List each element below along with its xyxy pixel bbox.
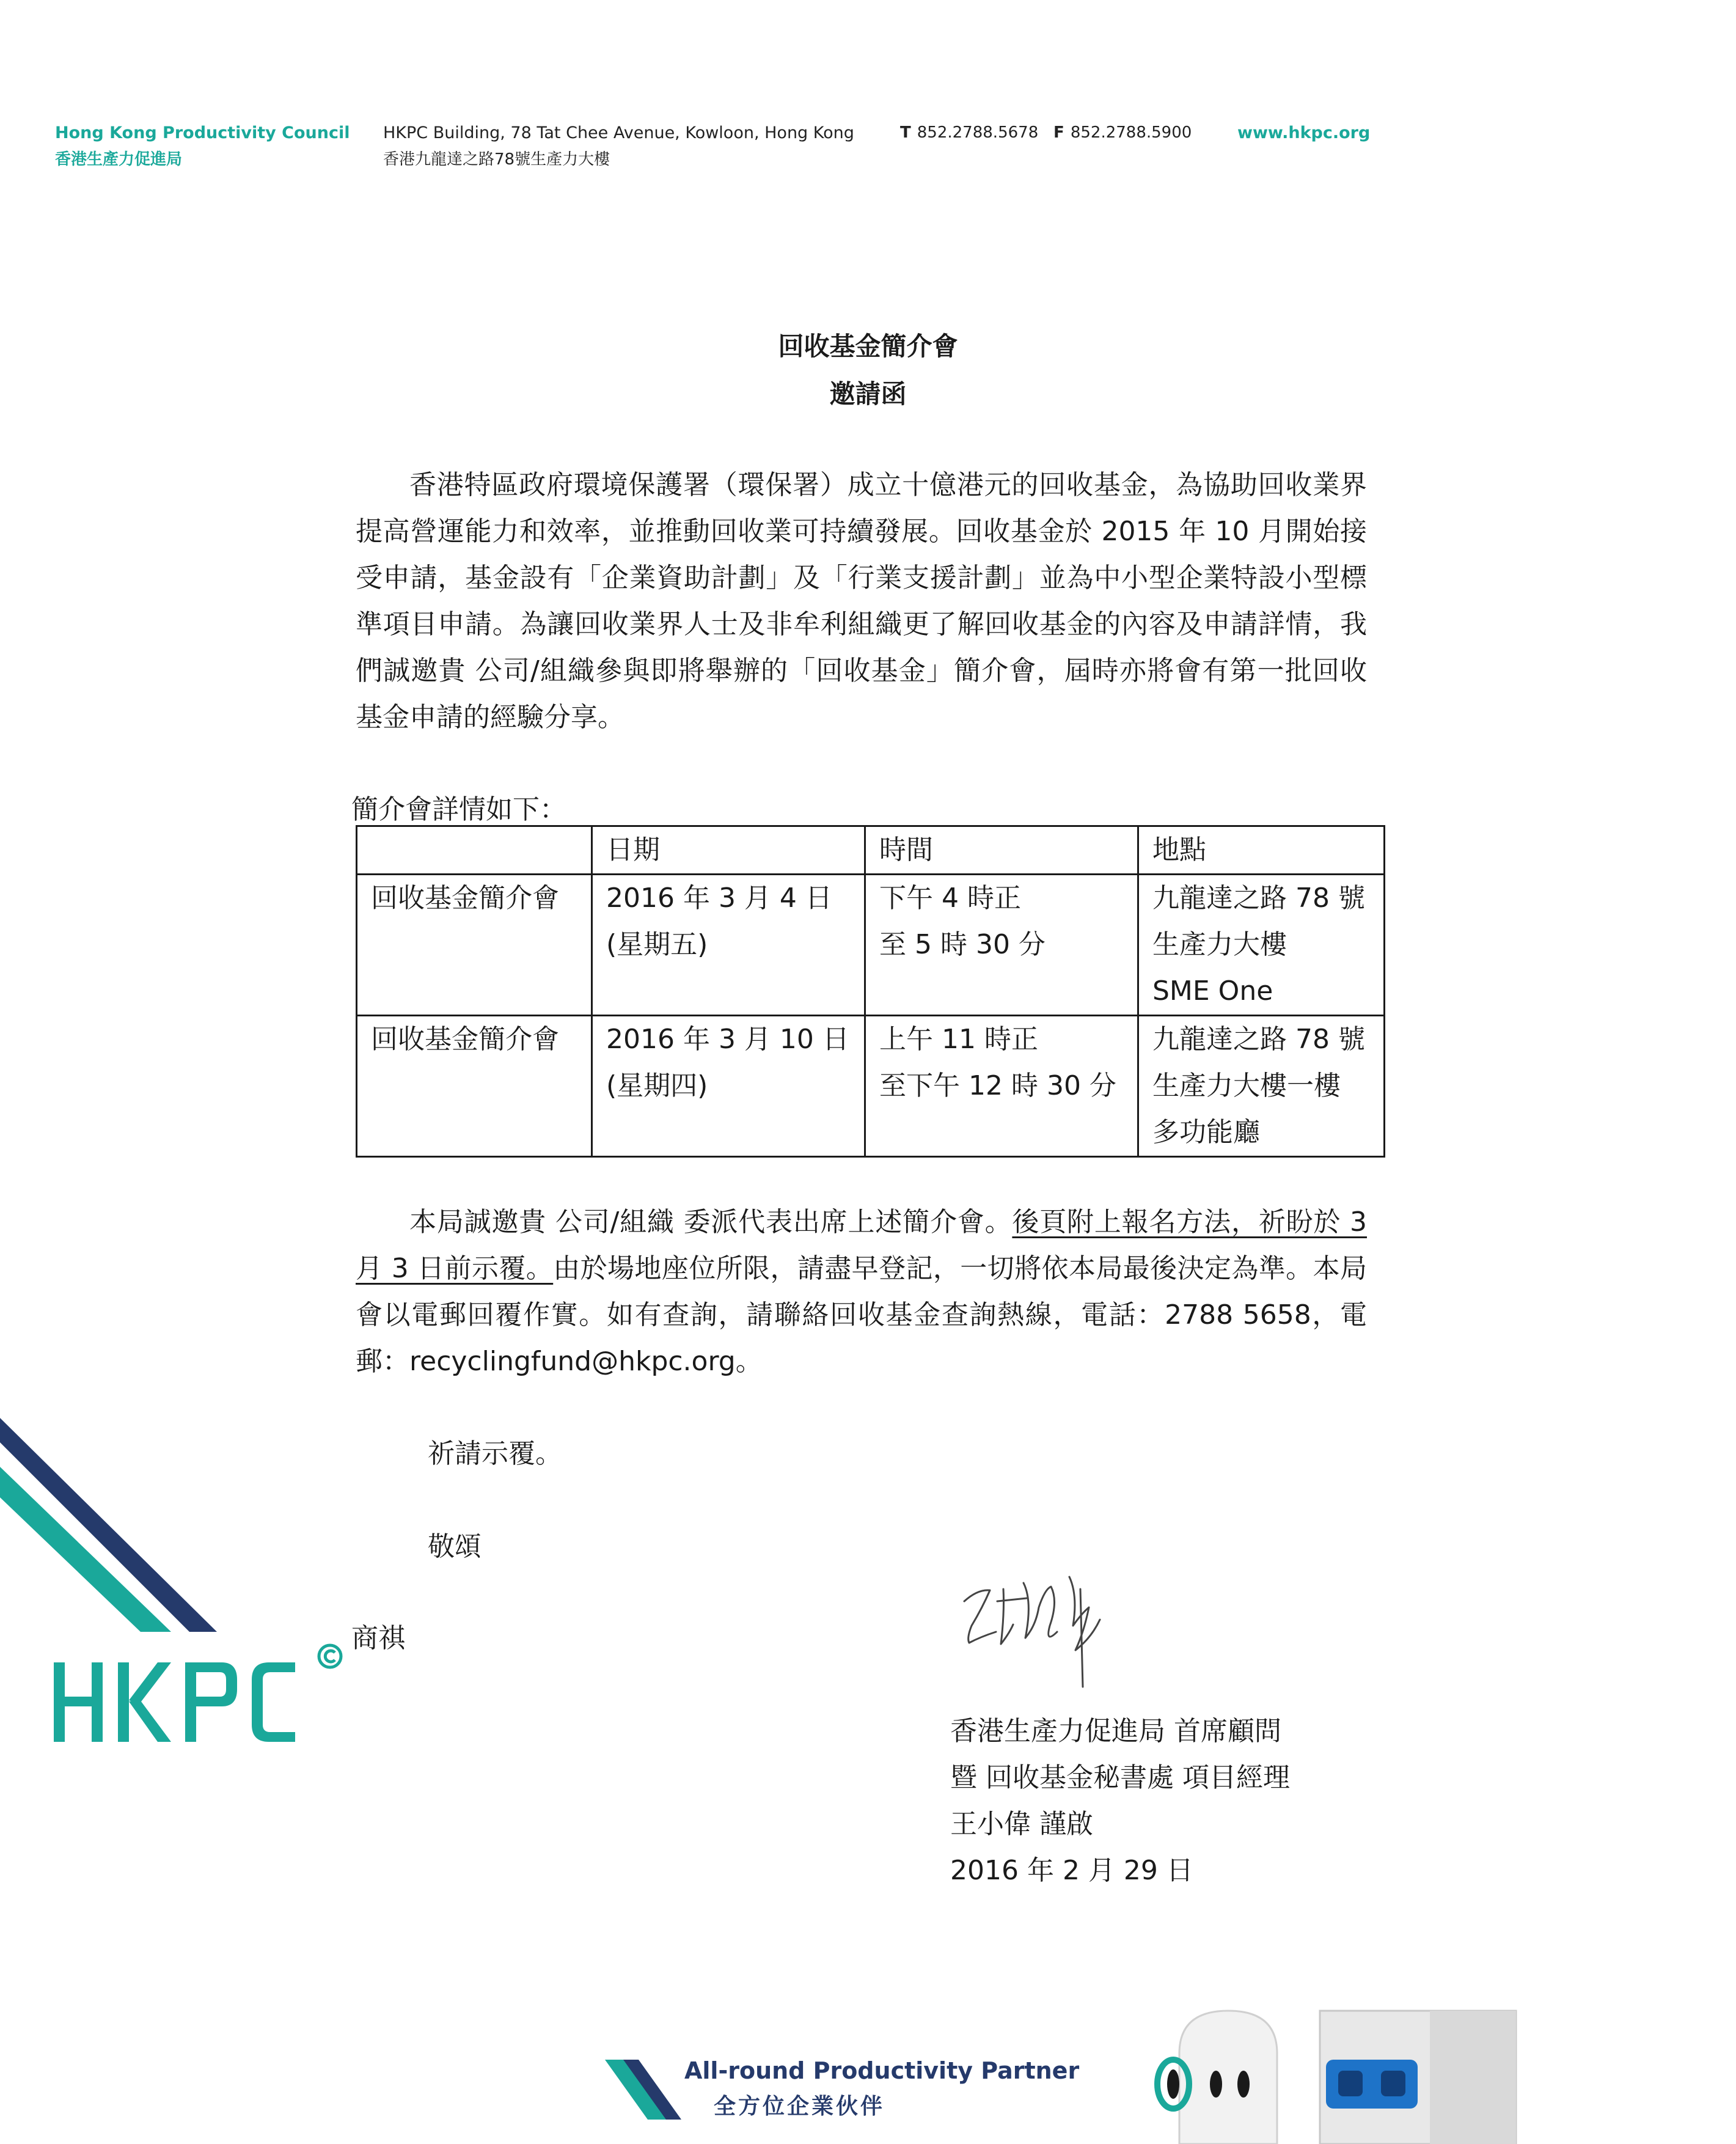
venue-line: 生產力大樓一樓 [1152,1070,1341,1101]
letterhead-website-link[interactable]: www.hkpc.org [1237,123,1371,142]
venue-line: 生產力大樓 [1152,929,1287,960]
header-cell-blank [357,826,592,875]
letterhead-org-name-zh: 香港生產力促進局 [55,150,183,169]
decorative-stripes [0,1406,232,1638]
event-name: 回收基金簡介會 [371,883,559,914]
fax-number: 852.2788.5900 [1070,123,1192,142]
venue-line: 多功能廳 [1152,1117,1260,1148]
time-start: 下午 4 時正 [879,883,1021,914]
date-text: 2016 年 3 月 10 日 [606,1024,849,1055]
handwritten-signature [953,1565,1124,1687]
mascot-illustration [1143,1999,1516,2144]
header-cell-date: 日期 [592,826,865,875]
invite-text-1: 本局誠邀貴 公司/組織 委派代表出席上述簡介會。 [409,1206,1013,1238]
tel-prefix: T [900,123,911,142]
intro-paragraph: 香港特區政府環境保護署（環保署）成立十億港元的回收基金，為協助回收業界提高營運能力和效率，並推動回收業可持續發展。回收基金於 2015 年 10 月開始接受申請，基金設有「企業資助計劃」及「行業支援計劃」並為中小型企業特設小型標準項目申請。為讓回收業界人士及非牟利組織更了解回收基金的內容及申請詳情，我們誠邀貴 公司/組織參與即將舉辦的「回收基金」簡介會，屆時亦將會有第一批回收基金申請的經驗分享。 [356,469,1367,733]
briefing-schedule-table [356,825,1385,1158]
table-header-row [357,826,1385,875]
weekday-text: (星期四) [606,1070,708,1101]
event-name: 回收基金簡介會 [371,1024,559,1055]
table-row [357,875,1385,1016]
letterhead-address-en: HKPC Building, 78 Tat Chee Avenue, Kowloon, Hong Kong [383,123,854,142]
registration-deadline-note: 後頁附上報名方法，祈盼於 3 月 3 日前示覆。 [356,1206,1368,1284]
venue-line: SME One [1152,975,1273,1007]
cell-time [865,875,1138,1016]
header-cell-venue: 地點 [1138,826,1385,875]
letterhead-address-zh: 香港九龍達之路78號生產力大樓 [383,150,610,169]
cell-event [357,1016,592,1157]
cell-date [592,875,865,1016]
document-title: 回收基金簡介會 [778,331,958,361]
signer-name: 王小偉 謹啟 [950,1808,1093,1840]
closing-request: 祈請示覆。 [428,1438,562,1469]
invitation-paragraph [356,1199,1367,1385]
cell-event [357,875,592,1016]
header-cell-time: 時間 [865,826,1138,875]
cell-time [865,1016,1138,1157]
hkpc-logo-text: HKPC [54,1635,81,1647]
tel-number: 852.2788.5678 [917,123,1039,142]
cell-venue [1138,875,1385,1016]
footer-stripes [605,2058,690,2126]
cell-date [592,1016,865,1157]
invite-text-2: 由於場地座位所限，請盡早登記，一切將依本局最後決定為準。本局會以電郵回覆作實。如有查詢，請聯絡回收基金查詢熱線，電話：2788 5658，電郵：recyclingfund@hkpc.org。 [356,1253,1367,1377]
date-text: 2016 年 3 月 4 日 [606,883,832,914]
letterhead-contact [900,123,1192,142]
document-subtitle: 邀請函 [829,379,907,409]
closing-wish: 商祺 [351,1623,405,1654]
signer-title: 香港生產力促進局 首席顧問 [950,1716,1281,1747]
time-end: 至下午 12 時 30 分 [879,1070,1116,1101]
time-start: 上午 11 時正 [879,1024,1038,1055]
weekday-text: (星期五) [606,929,708,960]
table-caption: 簡介會詳情如下： [351,794,566,825]
closing-salutation: 敬頌 [428,1531,482,1562]
cell-venue [1138,1016,1385,1157]
time-end: 至 5 時 30 分 [879,929,1046,960]
letter-date: 2016 年 2 月 29 日 [950,1855,1193,1886]
venue-line: 九龍達之路 78 號 [1152,883,1365,914]
table-row [357,1016,1385,1157]
venue-line: 九龍達之路 78 號 [1152,1024,1365,1055]
letterhead-org-name-en: Hong Kong Productivity Council [55,123,350,142]
footer-tagline-zh: 全方位企業伙伴 [714,2094,885,2119]
footer-tagline-en: All-round Productivity Partner [684,2057,1080,2084]
fax-prefix: F [1053,123,1064,142]
signer-role: 暨 回收基金秘書處 項目經理 [950,1762,1290,1793]
hkpc-logo [54,1635,359,1748]
